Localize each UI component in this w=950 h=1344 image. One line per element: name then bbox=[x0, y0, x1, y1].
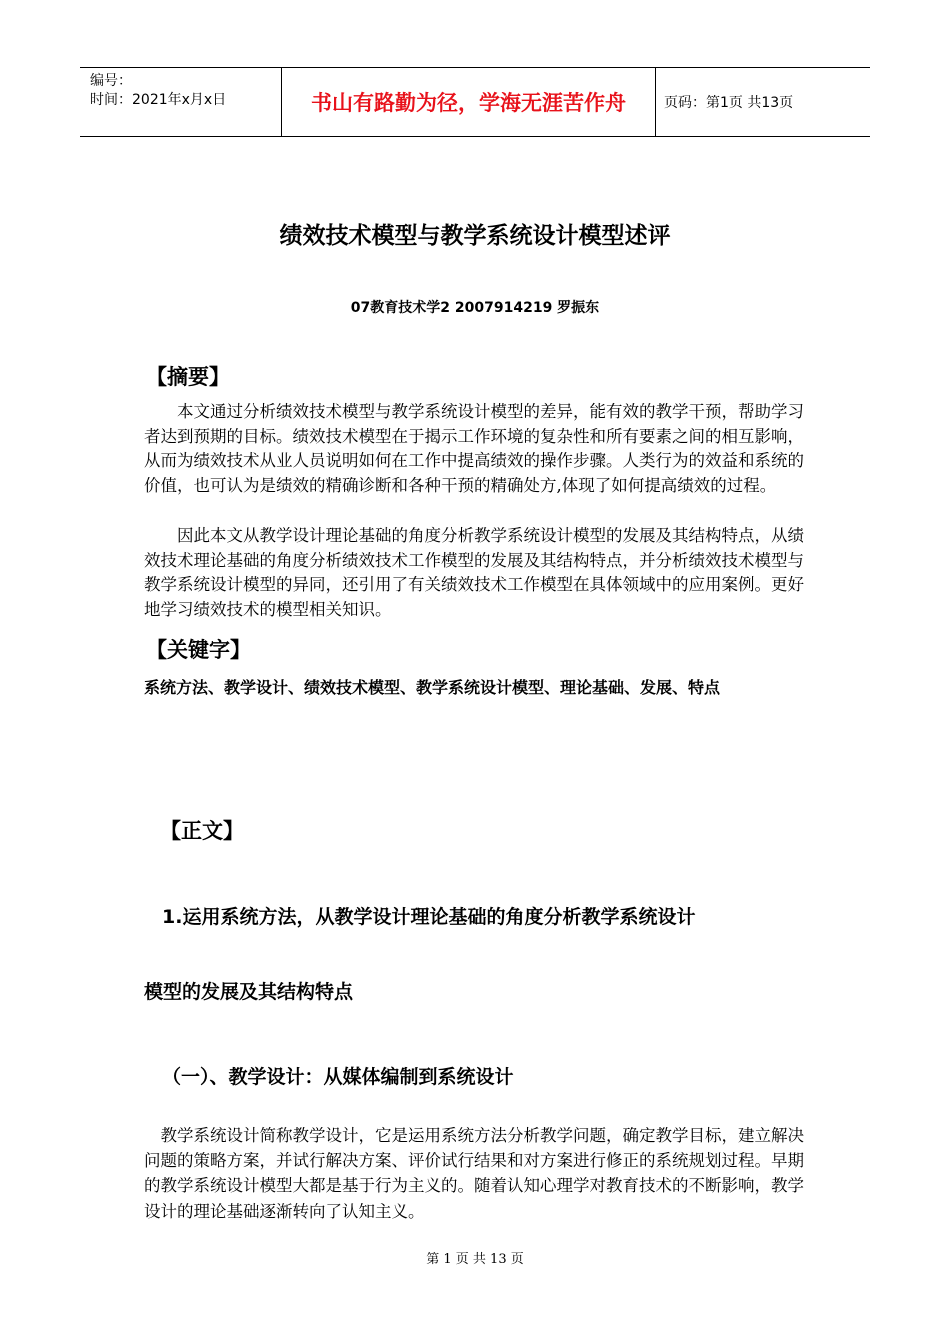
body-heading: 【正文】 bbox=[160, 819, 244, 843]
page-header bbox=[80, 67, 870, 137]
page-footer: 第 1 页 共 13 页 bbox=[426, 1252, 524, 1267]
abstract-heading: 【摘要】 bbox=[146, 365, 230, 389]
section-1-heading-line-2: 模型的发展及其结构特点 bbox=[144, 981, 354, 1003]
number-label: 编号： bbox=[90, 73, 132, 89]
subsection-1-heading: （一）、教学设计：从媒体编制到系统设计 bbox=[162, 1066, 514, 1088]
section-1-heading-line-1: 1.运用系统方法，从教学设计理论基础的角度分析教学系统设计 bbox=[162, 906, 696, 928]
keywords-heading: 【关键字】 bbox=[146, 638, 251, 662]
keywords-text: 系统方法、教学设计、绩效技术模型、教学系统设计模型、理论基础、发展、特点 bbox=[144, 678, 721, 697]
header-meta bbox=[80, 68, 282, 136]
abstract-paragraph-1: 本文通过分析绩效技术模型与教学系统设计模型的差异，能有效的教学干预，帮助学习者达到预期的目标。绩效技术模型在于揭示工作环境的复杂性和所有要素之间的相互影响，从而为绩效技术从业人员说明如何在工作中提高绩效的操作步骤。人类行为的效益和系统的价值，也可认为是绩效的精确诊断和各种干预的精确处方,体现了如何提高绩效的过程。 bbox=[144, 402, 804, 495]
body-paragraph: 教学系统设计简称教学设计，它是运用系统方法分析教学问题，确定教学目标，建立解决问题的策略方案，并试行解决方案、评价试行结果和对方案进行修正的系统规划过程。早期的教学系统设计模型大都是基于行为主义的。随着认知心理学对教育技术的不断影响，教学设计的理论基础逐渐转向了认知主义。 bbox=[144, 1126, 804, 1221]
time-label: 时间：2021年x月x日 bbox=[90, 92, 227, 108]
author-line: 07教育技术学2 2007914219 罗振东 bbox=[350, 300, 600, 316]
document-title: 绩效技术模型与教学系统设计模型述评 bbox=[279, 223, 671, 249]
header-motto: 书山有路勤为径，学海无涯苦作舟 bbox=[282, 68, 656, 136]
header-page-info: 页码：第1页 共13页 bbox=[664, 95, 794, 111]
abstract-paragraph-2: 因此本文从教学设计理论基础的角度分析教学系统设计模型的发展及其结构特点，从绩效技术理论基础的角度分析绩效技术工作模型的发展及其结构特点，并分析绩效技术模型与教学系统设计模型的异同，还引用了有关绩效技术工作模型在具体领域中的应用案例。更好地学习绩效技术的模型相关知识。 bbox=[144, 526, 804, 619]
